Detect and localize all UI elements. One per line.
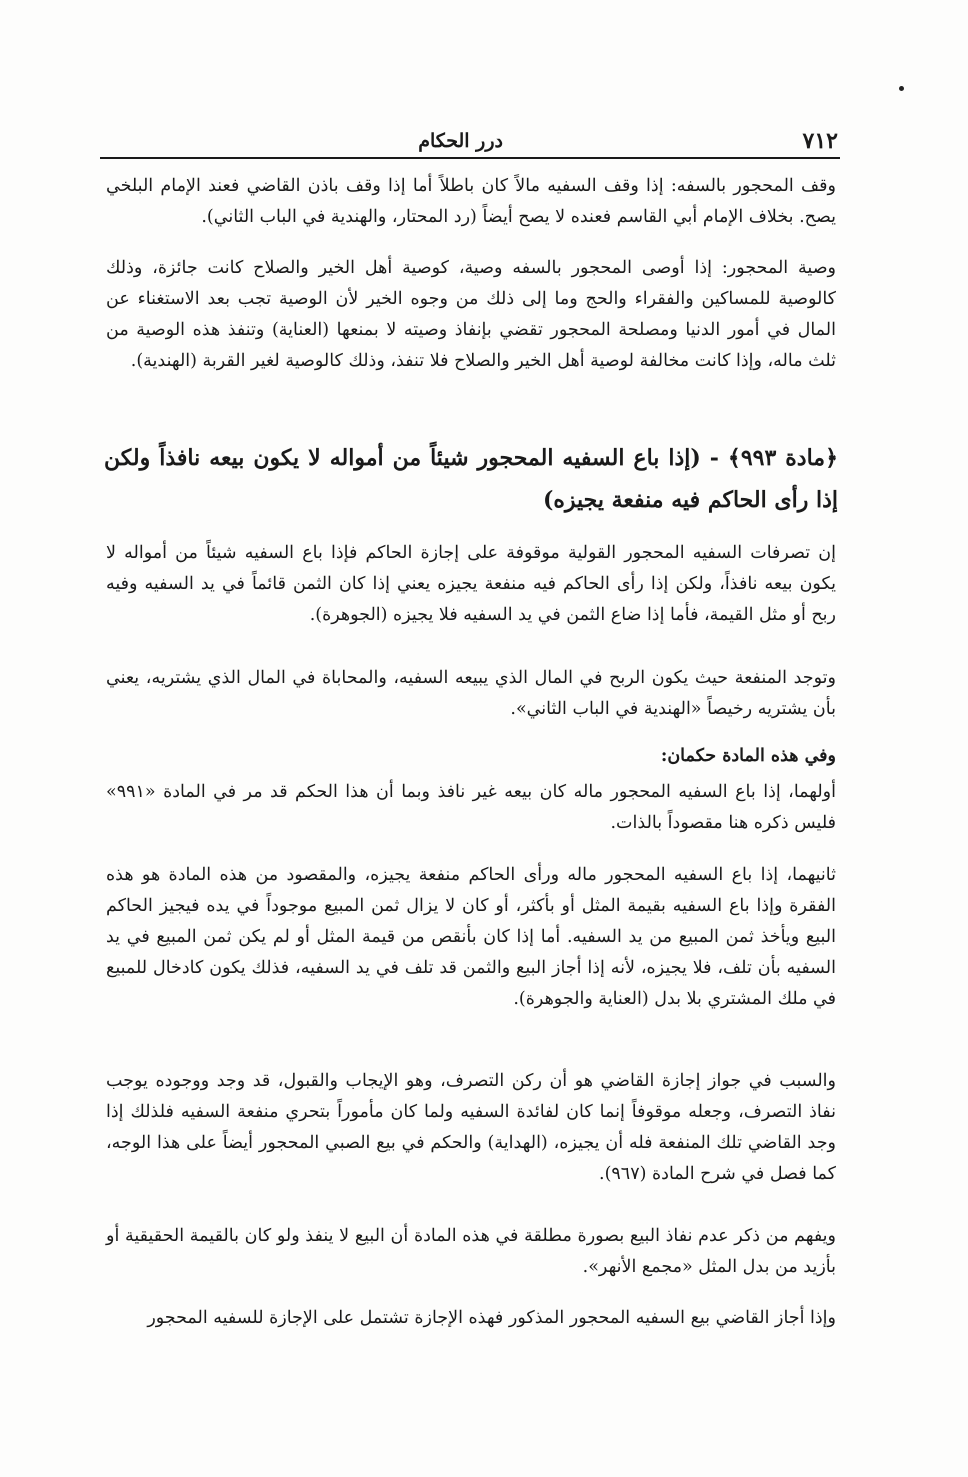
paragraph-commentary-1 — [106, 538, 836, 631]
page-header — [100, 128, 838, 158]
header-rule — [100, 157, 840, 159]
paragraph-text: والسبب في جواز إجازة القاضي هو أن ركن التصرف، وهو الإيجاب والقبول، قد وجد ووجوده يوجب نفاذ التصرف، وجعله موقوفاً إنما كان لفائدة السفيه ولما كان مأموراً بتحري منفعة السفيه فلذلك إذا وجد القاضي تلك المنفعة فله أن يجيزه، (الهداية) والحكم في بيع الصبي المحجور أيضاً على هذا الوجه، كما فصل في شرح المادة (٩٦٧). — [106, 1071, 836, 1184]
paragraph-text: وإذا أجاز القاضي بيع السفيه المحجور المذكور فهذه الإجازة تشتمل على الإجازة للسفيه المحجور — [147, 1308, 836, 1328]
ink-dot — [899, 86, 904, 91]
paragraph-text: ويفهم من ذكر عدم نفاذ البيع بصورة مطلقة في هذه المادة أن البيع لا ينفذ ولو كان بالقيمة الحقيقية أو بأزيد من بدل المثل «مجمع الأنهر». — [106, 1226, 836, 1277]
paragraph-text: وصية المحجور: إذا أوصى المحجور بالسفه وصية، كوصية أهل الخير والصلاح كانت جائزة، وذلك كالوصية للمساكين والفقراء والحج وما إلى ذلك من وجوه الخير لأن الوصية تجب بعد الاستغناء عن المال في أمور الدنيا ومصلحة المحجور تقضي بإنفاذ وصيته لا بمنعها (العناية) وتنفذ هذه الوصية من ثلث ماله، وإذا كانت مخالفة لوصية أهل الخير والصلاح فلا تنفذ، وذلك كالوصية لغير القربة (الهندية). — [106, 258, 836, 371]
page-number: ٧١٢ — [802, 128, 838, 154]
paragraph-text: وتوجد المنفعة حيث يكون الربح في المال الذي يبيعه السفيه، والمحاباة في المال الذي يشتريه، يعني بأن يشتريه رخيصاً «الهندية في الباب الثاني». — [106, 668, 836, 719]
paragraph-text: ثانيهما، إذا باع السفيه المحجور ماله ورأى الحاكم منفعة يجيزه، والمقصود من هذه المادة هو هذه الفقرة وإذا باع السفيه بقيمة المثل أو بأكثر، أو كان لا يزال ثمن المبيع موجوداً في يده فيجيز الحاكم البيع ويأخذ ثمن المبيع من يد السفيه. أما إذا كان بأنقص من قيمة المثل أو لم يكن ثمن المبيع في يد السفيه بأن تلف، فلا يجيزه، لأنه إذا أجاز البيع والثمن قد تلف في يد السفيه، فذلك يكون كادخال للمبيع في ملك المشتري بلا بدل (العناية والجوهرة). — [106, 865, 836, 1009]
article-heading — [104, 437, 838, 521]
paragraph-reason — [106, 1066, 836, 1190]
paragraph-inference — [106, 1221, 836, 1283]
running-title: درر الحكام — [418, 130, 503, 152]
article-title: ﴿مادة ٩٩٣﴾ - (إذا باع السفيه المحجور شيئاً من أمواله لا يكون بيعه نافذاً ولكن إذا رأى الحاكم فيه منفعة يجيزه) — [104, 445, 838, 513]
paragraph-text: وفي هذه المادة حكمان: — [660, 746, 836, 766]
paragraph-commentary-2 — [106, 663, 836, 725]
paragraph-continuation — [106, 1303, 836, 1334]
paragraph-waqf — [106, 171, 836, 233]
paragraph-text: وقف المحجور بالسفه: إذا وقف السفيه مالاً كان باطلاً أما إذا وقف باذن القاضي فعند الإمام البلخي يصح. بخلاف الإمام أبي القاسم فعنده لا يصح أيضاً (رد المحتار، والهندية في الباب الثاني). — [106, 176, 836, 227]
paragraph-text: أولهما، إذا باع السفيه المحجور ماله كان بيعه غير نافذ وبما أن هذا الحكم قد مر في المادة «٩٩١» فليس ذكره هنا مقصوداً بالذات. — [106, 782, 836, 833]
paragraph-wasiyya — [106, 253, 836, 377]
paragraph-second-ruling — [106, 860, 836, 1015]
paragraph-first-ruling — [106, 777, 836, 839]
paragraph-text: إن تصرفات السفيه المحجور القولية موقوفة على إجازة الحاكم فإذا باع السفيه شيئاً من أمواله لا يكون بيعه نافذاً، ولكن إذا رأى الحاكم فيه منفعة يجيزه يعني إذا كان الثمن قائماً في يد السفيه وفيه ربح أو مثل القيمة، فأما إذا ضاع الثمن في يد السفيه فلا يجيزه (الجوهرة). — [106, 543, 836, 625]
subheading-two-rulings — [106, 741, 836, 772]
